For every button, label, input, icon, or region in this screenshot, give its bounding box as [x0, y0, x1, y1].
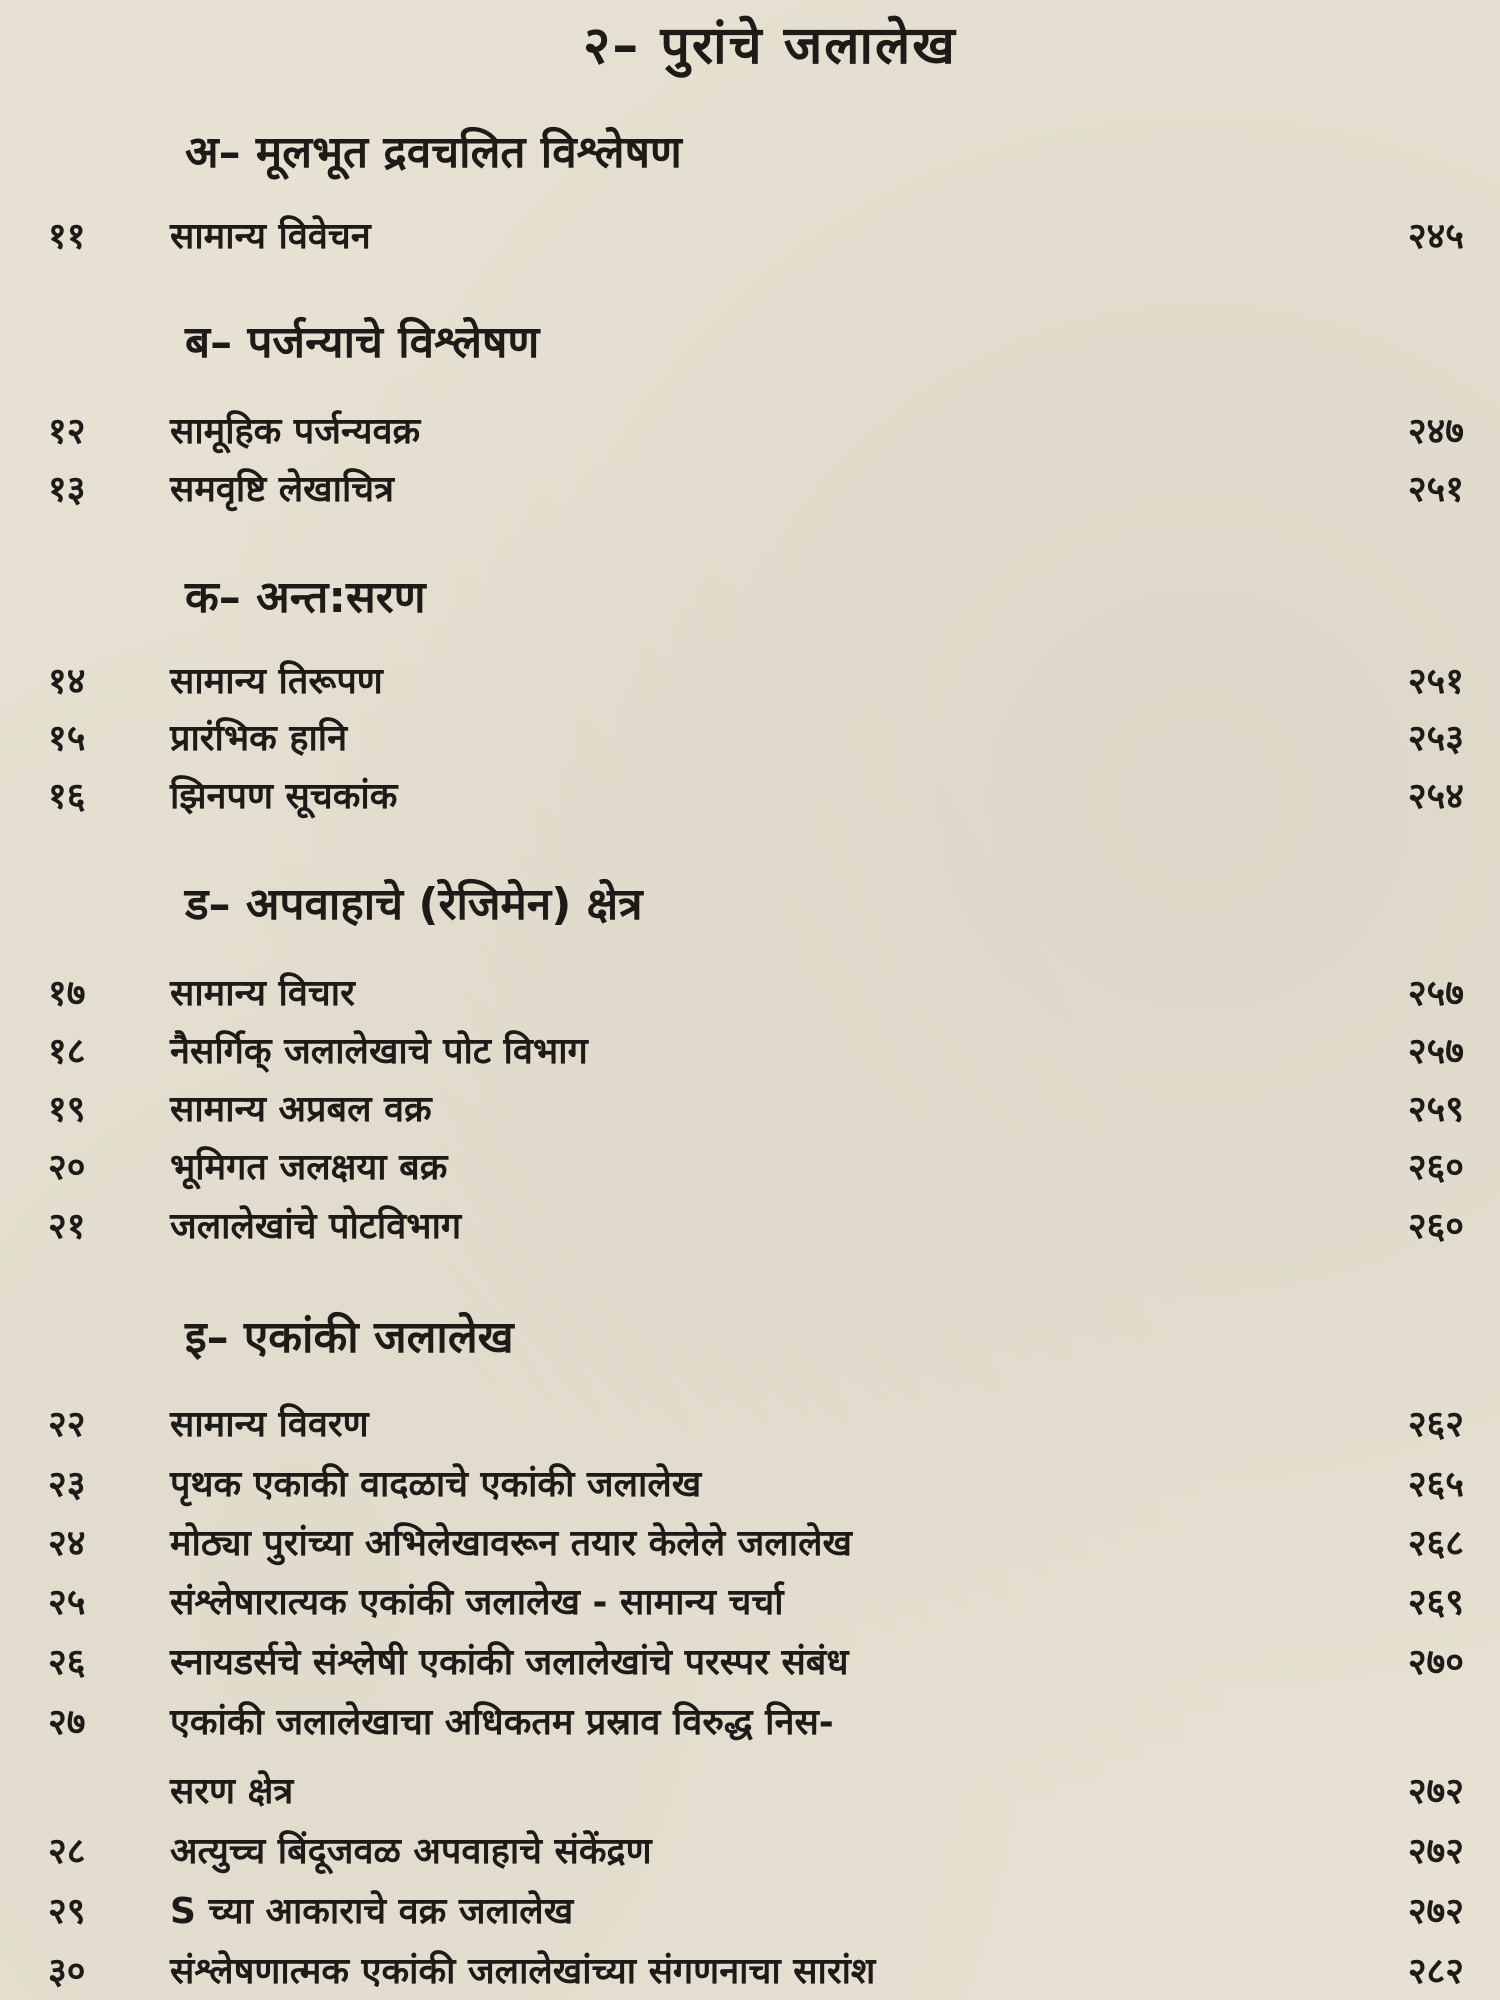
entry-title: भूमिगत जलक्षया बक्र [170, 1147, 448, 1188]
entry-number: १६ [48, 776, 86, 817]
section-heading-b: ब– पर्जन्याचे विश्लेषण [185, 317, 540, 368]
entry-page: २६८ [1407, 1523, 1464, 1564]
entry-number: १९ [48, 1089, 86, 1130]
page-title: २– पुरांचे जलालेख [583, 16, 957, 76]
entry-number: ११ [48, 216, 86, 257]
entry-number: २८ [48, 1831, 86, 1872]
entry-title: सामान्य विवेचन [170, 216, 371, 257]
entry-number: २० [48, 1147, 86, 1188]
entry-title: समवृष्टि लेखाचित्र [170, 469, 394, 510]
toc-entry [0, 1398, 1500, 1448]
entry-page: २५७ [1407, 973, 1464, 1014]
entry-title: स्नायडर्सचे संश्लेषी एकांकी जलालेखांचे परस्पर संबंध [170, 1642, 849, 1683]
entry-title: सामान्य अप्रबल वक्र [170, 1089, 432, 1130]
entry-page: २४७ [1407, 411, 1464, 452]
toc-entry [0, 1885, 1500, 1935]
entry-page: २७२ [1407, 1831, 1464, 1872]
entry-title: मोठ्या पुरांच्या अभिलेखावरून तयार केलेले जलालेख [170, 1523, 852, 1564]
entry-number: १२ [48, 411, 86, 452]
toc-entry [0, 712, 1500, 762]
toc-entry [0, 1945, 1500, 1995]
section-heading-e: इ– एकांकी जलालेख [185, 1312, 514, 1363]
entry-title-continued: सरण क्षेत्र [170, 1771, 294, 1812]
toc-entry [0, 210, 1500, 260]
entry-title: नैसर्गिक् जलालेखाचे पोट विभाग [170, 1031, 588, 1072]
entry-number: २३ [48, 1464, 86, 1505]
entry-title: एकांकी जलालेखाचा अधिकतम प्रस्राव विरुद्ध निस- [170, 1702, 834, 1743]
entry-page: २४५ [1407, 216, 1464, 257]
entry-page: २६२ [1407, 1404, 1464, 1445]
entry-page: २७२ [1407, 1771, 1464, 1812]
entry-title: सामान्य विचार [170, 973, 355, 1014]
entry-page: २५७ [1407, 1031, 1464, 1072]
entry-number: २६ [48, 1642, 86, 1683]
entry-page: २५४ [1407, 776, 1464, 817]
entry-page: २८२ [1407, 1951, 1464, 1992]
section-heading-d: ड– अपवाहाचे (रेजिमेन) क्षेत्र [185, 879, 643, 930]
toc-entry-continuation [0, 1765, 1500, 1815]
entry-number: २२ [48, 1404, 86, 1445]
toc-entry [0, 1200, 1500, 1250]
toc-entry [0, 770, 1500, 820]
entry-page: २६५ [1407, 1464, 1464, 1505]
toc-entry [0, 1517, 1500, 1567]
entry-title: S च्या आकाराचे वक्र जलालेख [170, 1891, 574, 1932]
toc-entry [0, 967, 1500, 1017]
entry-title: जलालेखांचे पोटविभाग [170, 1206, 462, 1247]
entry-number: १४ [48, 661, 86, 702]
entry-page: २५३ [1407, 718, 1464, 759]
toc-entry [0, 405, 1500, 455]
toc-entry [0, 1696, 1500, 1746]
entry-page: २७२ [1407, 1891, 1464, 1932]
toc-entry [0, 1083, 1500, 1133]
entry-page: २६० [1407, 1147, 1464, 1188]
entry-number: २५ [48, 1582, 86, 1623]
entry-title: झिनपण सूचकांक [170, 776, 398, 817]
entry-title: प्रारंभिक हानि [170, 718, 348, 759]
entry-number: २९ [48, 1891, 86, 1932]
entry-title: संश्लेषणात्मक एकांकी जलालेखांच्या संगणनाचा सारांश [170, 1951, 876, 1992]
entry-number: १३ [48, 469, 86, 510]
toc-entry [0, 1458, 1500, 1508]
toc-entry [0, 1636, 1500, 1686]
entry-title: पृथक एकाकी वादळाचे एकांकी जलालेख [170, 1464, 702, 1505]
entry-page: २६९ [1407, 1582, 1464, 1623]
toc-entry [0, 1825, 1500, 1875]
entry-page: २५९ [1407, 1089, 1464, 1130]
toc-entry [0, 1141, 1500, 1191]
entry-page: २५१ [1407, 661, 1464, 702]
entry-number: २१ [48, 1206, 86, 1247]
entry-page: २५१ [1407, 469, 1464, 510]
toc-entry [0, 1025, 1500, 1075]
section-heading-a: अ– मूलभूत द्रवचलित विश्लेषण [185, 127, 682, 178]
entry-page: २७० [1407, 1642, 1464, 1683]
entry-page: २६० [1407, 1206, 1464, 1247]
entry-title: संश्लेषारात्यक एकांकी जलालेख - सामान्य चर्चा [170, 1582, 784, 1623]
toc-entry [0, 655, 1500, 705]
entry-number: १८ [48, 1031, 86, 1072]
entry-number: १७ [48, 973, 86, 1014]
entry-title: अत्युच्च बिंदूजवळ अपवाहाचे संकेंद्रण [170, 1831, 652, 1872]
entry-title: सामान्य तिरूपण [170, 661, 383, 702]
entry-number: २७ [48, 1702, 86, 1743]
section-heading-c: क– अन्त:सरण [185, 572, 426, 623]
entry-number: १५ [48, 718, 86, 759]
toc-entry [0, 1576, 1500, 1626]
entry-title: सामूहिक पर्जन्यवक्र [170, 411, 421, 452]
entry-title: सामान्य विवरण [170, 1404, 369, 1445]
entry-number: २४ [48, 1523, 86, 1564]
entry-number: ३० [48, 1951, 86, 1992]
toc-entry [0, 463, 1500, 513]
